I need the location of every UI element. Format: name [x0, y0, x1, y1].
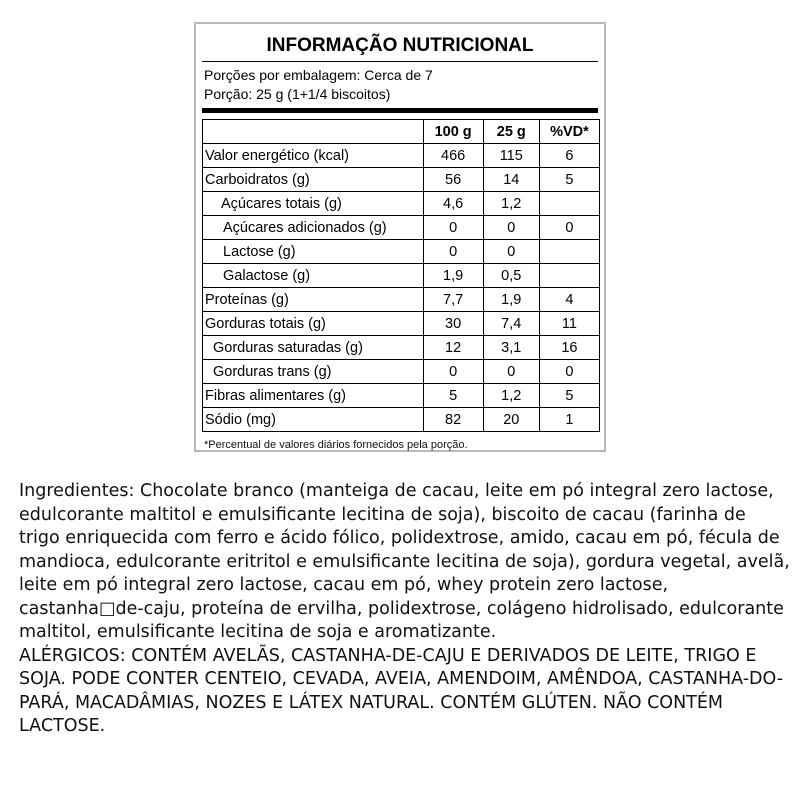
- value-vd: 11: [539, 312, 599, 336]
- column-header: [203, 120, 424, 144]
- table-row: [203, 384, 600, 408]
- nutrient-label: Açúcares adicionados (g): [203, 216, 424, 240]
- servings-per-package: Porções por embalagem: Cerca de 7: [204, 67, 433, 83]
- table-row: [203, 216, 600, 240]
- value-vd: 4: [539, 288, 599, 312]
- value-100g: 0: [423, 240, 483, 264]
- serving-size: Porção: 25 g (1+1/4 biscoitos): [204, 86, 391, 102]
- value-vd: 0: [539, 360, 599, 384]
- value-25g: 0: [483, 240, 539, 264]
- value-25g: 14: [483, 168, 539, 192]
- serving-info: [204, 66, 596, 104]
- label-title: INFORMAÇÃO NUTRICIONAL: [266, 35, 534, 56]
- value-100g: 30: [423, 312, 483, 336]
- column-header-vd: %VD*: [539, 120, 599, 144]
- value-100g: 466: [423, 144, 483, 168]
- title-divider: [202, 61, 598, 62]
- table-row: [203, 264, 600, 288]
- table-row: [203, 408, 600, 432]
- nutrient-label: Gorduras totais (g): [203, 312, 424, 336]
- value-vd: 6: [539, 144, 599, 168]
- table-row: [203, 360, 600, 384]
- value-vd: 5: [539, 384, 599, 408]
- value-25g: 0: [483, 360, 539, 384]
- nutrient-label: Lactose (g): [203, 240, 424, 264]
- allergens-text: ALÉRGICOS: CONTÉM AVELÃS, CASTANHA-DE-CAJU E DERIVADOS DE LEITE, TRIGO E SOJA. PODE CONTER CENTEIO, CEVADA, AVEIA, AMENDOIM, AMÊNDOA, CASTANHA-DO-PARÁ, MACADÂMIAS, NOZES E LÁTEX NATURAL. CONTÉM GLÚTEN. NÃO CONTÉM LACTOSE.: [19, 645, 784, 736]
- value-25g: 7,4: [483, 312, 539, 336]
- value-100g: 5: [423, 384, 483, 408]
- nutrient-label: Gorduras saturadas (g): [203, 336, 424, 360]
- column-header-25g: 25 g: [483, 120, 539, 144]
- nutrient-label: Proteínas (g): [203, 288, 424, 312]
- value-25g: 0,5: [483, 264, 539, 288]
- nutrition-table: [202, 119, 600, 432]
- value-25g: 0: [483, 216, 539, 240]
- value-100g: 4,6: [423, 192, 483, 216]
- label-footnote: *Percentual de valores diários fornecidos pela porção.: [204, 439, 468, 451]
- value-vd: [539, 240, 599, 264]
- value-100g: 12: [423, 336, 483, 360]
- value-100g: 7,7: [423, 288, 483, 312]
- nutrient-label: Sódio (mg): [203, 408, 424, 432]
- value-25g: 1,2: [483, 384, 539, 408]
- value-vd: 5: [539, 168, 599, 192]
- value-vd: [539, 264, 599, 288]
- ingredients-section: [19, 480, 791, 739]
- table-row: [203, 336, 600, 360]
- thick-divider: [202, 108, 598, 113]
- table-row: [203, 168, 600, 192]
- table-header-row: [203, 120, 600, 144]
- value-100g: 56: [423, 168, 483, 192]
- nutrient-label: Gorduras trans (g): [203, 360, 424, 384]
- value-25g: 1,2: [483, 192, 539, 216]
- nutrient-label: Valor energético (kcal): [203, 144, 424, 168]
- ingredients-text: Ingredientes: Chocolate branco (manteiga de cacau, leite em pó integral zero lactose, edulcorante maltitol e emulsificante lecitina de soja), biscoito de cacau (farinha de trigo enriquecida com ferro e ácido fólico, polidextrose, amido, cacau em pó, fécula de mandioca, edulcorante eritritol e emulsificante lecitina de soja), gordura vegetal, avelã, leite em pó integral zero lactose, cacau em pó, whey protein zero lactose, castanha□de-caju, proteína de ervilha, polidextrose, colágeno hidrolisado, edulcorante maltitol, emulsificante lecitina de soja e aromatizante.: [19, 481, 790, 642]
- value-25g: 115: [483, 144, 539, 168]
- value-25g: 3,1: [483, 336, 539, 360]
- nutrient-label: Fibras alimentares (g): [203, 384, 424, 408]
- value-100g: 1,9: [423, 264, 483, 288]
- nutrient-label: Galactose (g): [203, 264, 424, 288]
- value-100g: 0: [423, 360, 483, 384]
- value-vd: 0: [539, 216, 599, 240]
- table-row: [203, 240, 600, 264]
- value-vd: 16: [539, 336, 599, 360]
- table-row: [203, 312, 600, 336]
- value-vd: [539, 192, 599, 216]
- value-25g: 20: [483, 408, 539, 432]
- table-row: [203, 144, 600, 168]
- column-header-100g: 100 g: [423, 120, 483, 144]
- value-vd: 1: [539, 408, 599, 432]
- value-100g: 82: [423, 408, 483, 432]
- nutrient-label: Açúcares totais (g): [203, 192, 424, 216]
- nutrition-facts-label: [194, 22, 606, 452]
- table-row: [203, 288, 600, 312]
- value-100g: 0: [423, 216, 483, 240]
- table-row: [203, 192, 600, 216]
- nutrient-label: Carboidratos (g): [203, 168, 424, 192]
- value-25g: 1,9: [483, 288, 539, 312]
